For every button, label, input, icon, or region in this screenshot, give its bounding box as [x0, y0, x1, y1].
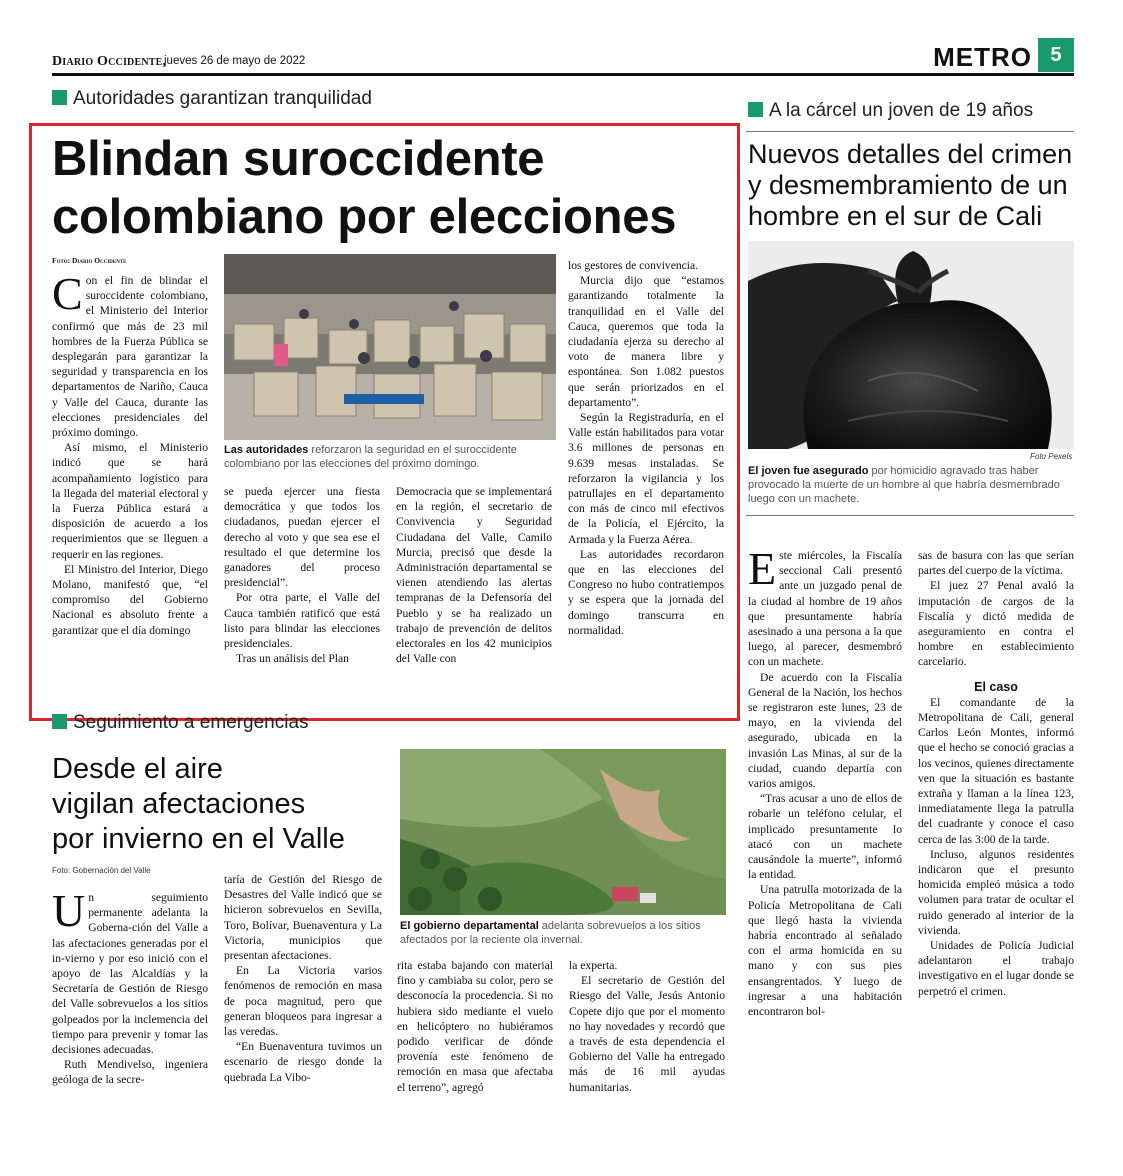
- main-paragraph-9: Murcia dijo que “estamos garantizando totalmente la tranquilidad en el Valle del Cauca, queremos que toda la ciudadanía ejerza su derecho al voto de manera libre y espontánea. Son 1.082 puestos que serán priorizados en el departamento”.: [568, 274, 724, 409]
- side-kicker: [748, 100, 1033, 122]
- lower-paragraph-1: n seguimiento permanente adelanta la Goberna-ción del Valle a las afectaciones generadas por el in-vierno y por eso inició con el apoyo de las Alcaldías y la Secretaría de Gestión de Riesgo del Valle sobrevuelos a los sitios golpeados por la inclemencia del tiempo para prevenir y tomar las decisiones adecuadas.: [52, 891, 208, 1057]
- main-paragraph-7: Democracia que se implementará en la región, el secretario de Convivencia y Seguridad Ciudadana del Valle, Camilo Murcia, precisó que desde la Administración departamental se vienen atendiendo las alertas tempranas de la Defensoría del Pueblo y se ha realizado un trabajo de prevención de delitos electorales en los 42 municipios del Valle con: [396, 485, 552, 666]
- side-kicker-text: A la cárcel un joven de 19 años: [769, 100, 1034, 121]
- lower-kicker: [52, 712, 309, 734]
- main-headline-line2: colombiano por elecciones: [52, 190, 677, 244]
- side-caption-text: por homicidio agravado tras haber provocado la muerte de un hombre al que habría desmembrado luego con un machete.: [748, 465, 1060, 505]
- lower-paragraph-6: rita estaba bajando con material fino y cambiaba su color, pero se desconocía la procedencia. Si no hubiera sido mediante el vuelo en helicóptero no hubiéramos podido verificar de dónde provenía este fenómeno de remoción en masa que afectaba el terreno”, agregó: [397, 959, 553, 1094]
- lower-paragraph-8: El secretario de Gestión del Riesgo del Valle, Jesús Antonio Copete dijo que por el momento no hay novedades y recordó que a través de esta dependencia el Gobierno del Valle ha entregado más de 16 mil ayudas humanitarias.: [569, 974, 725, 1094]
- polling-station-image: [224, 254, 556, 440]
- side-paragraph-4: Una patrulla motorizada de la Policía Metropolitana de Cali que llegó hasta la vivienda habría encontrado al señalado con el arma homicida en su mano y con sus pies ensangrentados. Y luego de ingresar a una habitación encontraron bol-: [748, 883, 902, 1019]
- side-paragraph-3: “Tras acusar a uno de ellos de robarle un teléfono celular, el implicado presuntamente lo atacó con un machete causándole la muerte”, informó la entidad.: [748, 792, 902, 882]
- lower-photo-credit: Foto: Gobernación del Valle: [52, 866, 151, 875]
- main-paragraph-5: Por otra parte, el Valle del Cauca también ratificó que está listo para blindar las elecciones presidenciales.: [224, 591, 380, 651]
- election-photo: [224, 254, 556, 440]
- lower-headline-line1: Desde el aire: [52, 753, 223, 785]
- publication-date: jueves 26 de mayo de 2022: [164, 55, 306, 67]
- side-photo-credit: Foto Pexels: [1030, 452, 1073, 461]
- main-paragraph-1: on el fin de blindar el suroccidente colombiano, el Ministerio del Interior confirmó que más de 23 mil hombres de la Fuerza Pública se desplegarán para garantizar la seguridad y transparencia en los departamentos de Nariño, Cauca y Valle del Cauca, durante las elecciones presidenciales del próximo domingo.: [52, 274, 208, 440]
- side-column-2: [918, 548, 1074, 1128]
- masthead-rule: [52, 73, 1074, 76]
- lower-paragraph-3: taría de Gestión del Riesgo de Desastres del Valle indicó que se hicieron sobrevuelos en Sevilla, Toro, Bolívar, Buenaventura y La Victoria, municipios que presentan afectaciones.: [224, 873, 382, 963]
- main-column-1: [52, 273, 208, 703]
- lower-paragraph-4: En La Victoria varios fenómenos de remoción en masa de poca magnitud, pero que generan bloqueos para ingresar a las veredas.: [224, 964, 382, 1039]
- main-paragraph-2: Así mismo, el Ministerio indicó que se hará acompañamiento logístico para la llegada del material electoral y la Fuerza Pública estará a disposición de acuerdo a los requerimientos que se lleguen a requerir en las regiones.: [52, 441, 208, 561]
- side-paragraph-7: El comandante de la Metropolitana de Cali, general Carlos León Montes, informó que el hecho se conoció gracias a los vecinos, quienes directamente ven que la situación es bastante extraña y llaman a la línea 123, inmediatamente llega la patrulla del cuadrante y conoce el caso cerca de las 3:00 de la tarde.: [918, 695, 1074, 846]
- lower-column-2: [224, 872, 382, 1130]
- side-paragraph-5: sas de basura con las que serían partes del cuerpo de la víctima.: [918, 549, 1074, 578]
- aerial-landslide-image: [400, 749, 726, 915]
- lower-paragraph-7: la experta.: [569, 959, 618, 972]
- side-paragraph-6: El juez 27 Penal avaló la imputación de cargos de la Fiscalía y dictó medida de aseguramiento en contra el hombre en establecimiento carcelario.: [918, 579, 1074, 669]
- lower-column-4: [569, 958, 725, 1130]
- side-headline-line2: y desmembramiento de un: [748, 170, 1068, 200]
- garbage-bag-image: [748, 241, 1074, 449]
- side-paragraph-2: De acuerdo con la Fiscalía General de la Nación, los hechos se registraron este lunes, 23 de mayo, en la vivienda del asegurado, ubicada en la invasión Las Minas, al sur de la ciudad, cuando departía con varios amigos.: [748, 670, 902, 791]
- side-subhead: El caso: [974, 679, 1018, 694]
- kicker-square-icon: [52, 90, 67, 105]
- lower-dropcap: U: [52, 890, 86, 936]
- main-column-2: [224, 484, 380, 704]
- main-headline-line1: Blindan suroccidente: [52, 132, 545, 186]
- main-dropcap: C: [52, 273, 83, 319]
- main-paragraph-4: se pueda ejercer una fiesta democrática y que todos los ciudadanos, puedan ejercer el derecho al voto y que sea ese el resultado el que determine los ganadores del proceso presidencial”.: [224, 485, 380, 590]
- main-paragraph-3: El Ministro del Interior, Diego Molano, manifestó que, “el compromiso del Gobierno Nacional es absoluto frente a garantizar que el día domingo: [52, 562, 208, 637]
- side-photo-caption: [748, 464, 1074, 506]
- kicker-square-icon: [52, 714, 67, 729]
- side-caption-lead: El joven fue asegurado: [748, 465, 869, 477]
- section-name: METRO: [933, 42, 1032, 72]
- side-paragraph-1: ste miércoles, la Fiscalía seccional Cali presentó ante un juzgado penal de la ciudad al hombre de 19 años que presuntamente habría asesinado a una persona a la que luego, al parecer, desmembró con un machete.: [748, 549, 902, 669]
- side-rule-top: [746, 131, 1074, 132]
- newspaper-name: Diario Occidente,: [52, 54, 167, 69]
- lower-paragraph-5: “En Buenaventura tuvimos un escenario de riesgo donde la quebrada La Vibo-: [224, 1040, 382, 1084]
- side-paragraph-9: Unidades de Policía Judicial adelantaron el trabajo investigativo en el lugar donde se perpetró el crimen.: [918, 939, 1074, 998]
- lower-column-3: [397, 958, 553, 1130]
- main-headline[interactable]: [52, 130, 732, 246]
- main-column-4: [568, 258, 724, 704]
- side-headline[interactable]: [748, 139, 1074, 232]
- lower-column-1: [52, 890, 208, 1130]
- page-number: 5: [1038, 38, 1074, 72]
- lower-caption-text: adelanta sobrevuelos a los sitios afectados por la reciente ola invernal.: [400, 920, 701, 946]
- main-paragraph-6: Tras un análisis del Plan: [236, 652, 349, 666]
- lower-paragraph-2: Ruth Mendivelso, ingeniera geóloga de la secre-: [52, 1058, 208, 1087]
- lower-caption-lead: El gobierno departamental: [400, 920, 539, 932]
- side-headline-line1: Nuevos detalles del crimen: [748, 139, 1073, 169]
- side-headline-line3: hombre en el sur de Cali: [748, 201, 1043, 231]
- main-photo-credit: Foto: Diario Occidente: [52, 256, 127, 265]
- lower-headline[interactable]: [52, 752, 392, 857]
- main-caption-lead: Las autoridades: [224, 444, 309, 456]
- lower-headline-line2: vigilan afectaciones: [52, 788, 306, 820]
- main-paragraph-11: Las autoridades recordaron que en las elecciones del Congreso no hubo contratiempos y se espera que la jornada del domingo transcurra en normalidad.: [568, 547, 724, 637]
- side-paragraph-8: Incluso, algunos residentes indicaron que el presunto homicida empleó música a todo volumen para tratar de ocultar el ruido generado al interior de la vivienda.: [918, 847, 1074, 937]
- main-kicker-text: Autoridades garantizan tranquilidad: [73, 88, 372, 109]
- lower-kicker-text: Seguimiento a emergencias: [73, 712, 309, 733]
- kicker-square-icon: [748, 102, 763, 117]
- garbage-bag-photo: [748, 241, 1074, 449]
- main-paragraph-8: los gestores de convivencia.: [568, 259, 699, 272]
- lower-headline-line3: por invierno en el Valle: [52, 823, 345, 855]
- main-photo-caption: [224, 443, 554, 471]
- side-column-1: [748, 548, 902, 1128]
- main-kicker: [52, 88, 372, 110]
- aerial-landslide-photo: [400, 749, 726, 915]
- masthead: [52, 42, 1074, 74]
- side-rule-mid: [746, 515, 1074, 516]
- main-caption-text: reforzaron la seguridad en el suroccidente colombiano por las elecciones del próximo domingo.: [224, 444, 517, 470]
- main-paragraph-10: Según la Registraduría, en el Valle están habilitados para votar 3.6 millones de personas en 9.639 mesas instaladas. Se reforzaron la vigilancia y los patrullajes en el departamento con más de cinco mil efectivos de la Policía, el Ejército, la Armada y la Fuerza Aérea.: [568, 411, 724, 546]
- lower-photo-caption: [400, 919, 726, 947]
- side-dropcap: E: [748, 548, 777, 594]
- main-column-3: [396, 484, 552, 704]
